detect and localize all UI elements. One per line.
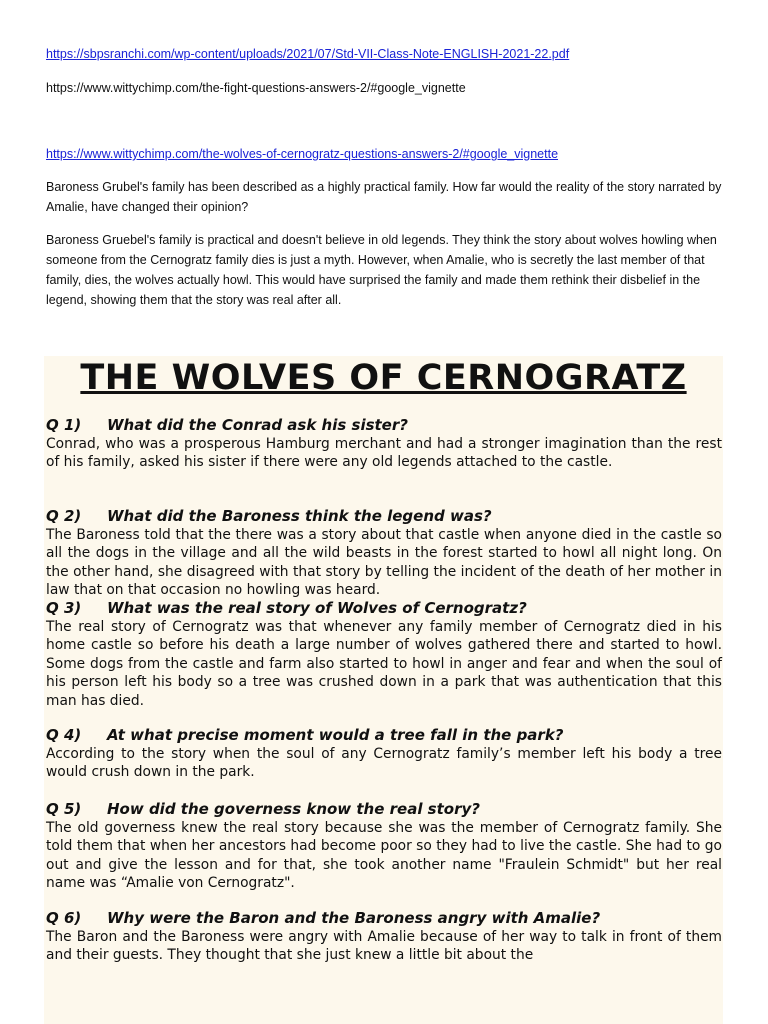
question-heading xyxy=(46,909,726,928)
answer-paragraph: The real story of Cernogratz was that whenever any family member of Cernogratz died in his home castle so before his death a large number of wolves gathered there and started to howl. Some dogs from the castle and farm also started to howl in anger and fear and when the soul of his person left his body so a tree was crushed down in a park that was authentication that this man has died. xyxy=(46,619,722,709)
answer-paragraph: The old governess knew the real story because she was the member of Cernogratz family. She told them that when her ancestors had become poor so they had to live the castle. She had to go out and give the lesson and for that, she took another name "Fraulein Schmidt" but her real name was “Amalie von Cernogratz". xyxy=(46,820,722,892)
question-text: Why were the Baron and the Baroness angry with Amalie? xyxy=(107,909,601,927)
answer-paragraph: The Baroness told that the there was a story about that castle when anyone died in the castle so all the dogs in the village and all the wild beasts in the forest started to howl all night long. On the other hand, she disagreed with that story by telling the incident of the death of her mother in law that on that occasion no howling was heard. xyxy=(46,527,722,599)
question-heading xyxy=(46,416,726,435)
link-sbpsranchi-pdf[interactable]: https://sbpsranchi.com/wp-content/uploads/2021/07/Std-VII-Class-Note-ENGLISH-2021-22.pdf xyxy=(46,47,570,61)
page-title: THE WOLVES OF CERNOGRATZ xyxy=(80,358,687,398)
question-heading xyxy=(46,800,726,819)
intro-answer: Baroness Gruebel's family is practical and doesn't believe in old legends. They think the story about wolves howling when someone from the Cernogratz family dies is just a myth. However, when Amalie, who is secretly the last member of that family, dies, the wolves actually howl. This would have surprised the family and made them rethink their disbelief in the legend, showing them that the story was real after all. xyxy=(46,233,717,307)
question-text: What did the Baroness think the legend was? xyxy=(107,507,492,525)
answer-paragraph: The Baron and the Baroness were angry with Amalie because of her way to talk in front of them and their guests. They thought that she just knew a little bit about the xyxy=(46,929,722,964)
question-heading xyxy=(46,507,726,526)
question-number: Q 6) xyxy=(46,909,82,927)
question-text: What was the real story of Wolves of Cernogratz? xyxy=(107,599,527,617)
question-number: Q 1) xyxy=(46,416,82,434)
question-number: Q 2) xyxy=(46,507,82,525)
url-fight-questions: https://www.wittychimp.com/the-fight-questions-answers-2/#google_vignette xyxy=(46,81,466,95)
question-text: What did the Conrad ask his sister? xyxy=(107,416,408,434)
question-heading xyxy=(46,599,726,618)
question-number: Q 4) xyxy=(46,726,82,744)
answer-paragraph: According to the story when the soul of any Cernogratz family’s member left his body a tree would crush down in the park. xyxy=(46,746,722,781)
intro-question: Baroness Grubel's family has been described as a highly practical family. How far would the reality of the story narrated by Amalie, have changed their opinion? xyxy=(46,180,722,214)
question-number: Q 5) xyxy=(46,800,82,818)
question-text: At what precise moment would a tree fall in the park? xyxy=(107,726,564,744)
question-number: Q 3) xyxy=(46,599,82,617)
link-wolves-questions[interactable]: https://www.wittychimp.com/the-wolves-of-cernogratz-questions-answers-2/#google_vignette xyxy=(46,147,559,161)
answer-paragraph: Conrad, who was a prosperous Hamburg merchant and had a stronger imagination than the rest of his family, asked his sister if there were any old legends attached to the castle. xyxy=(46,436,722,471)
question-text: How did the governess know the real story? xyxy=(107,800,480,818)
question-heading xyxy=(46,726,726,745)
